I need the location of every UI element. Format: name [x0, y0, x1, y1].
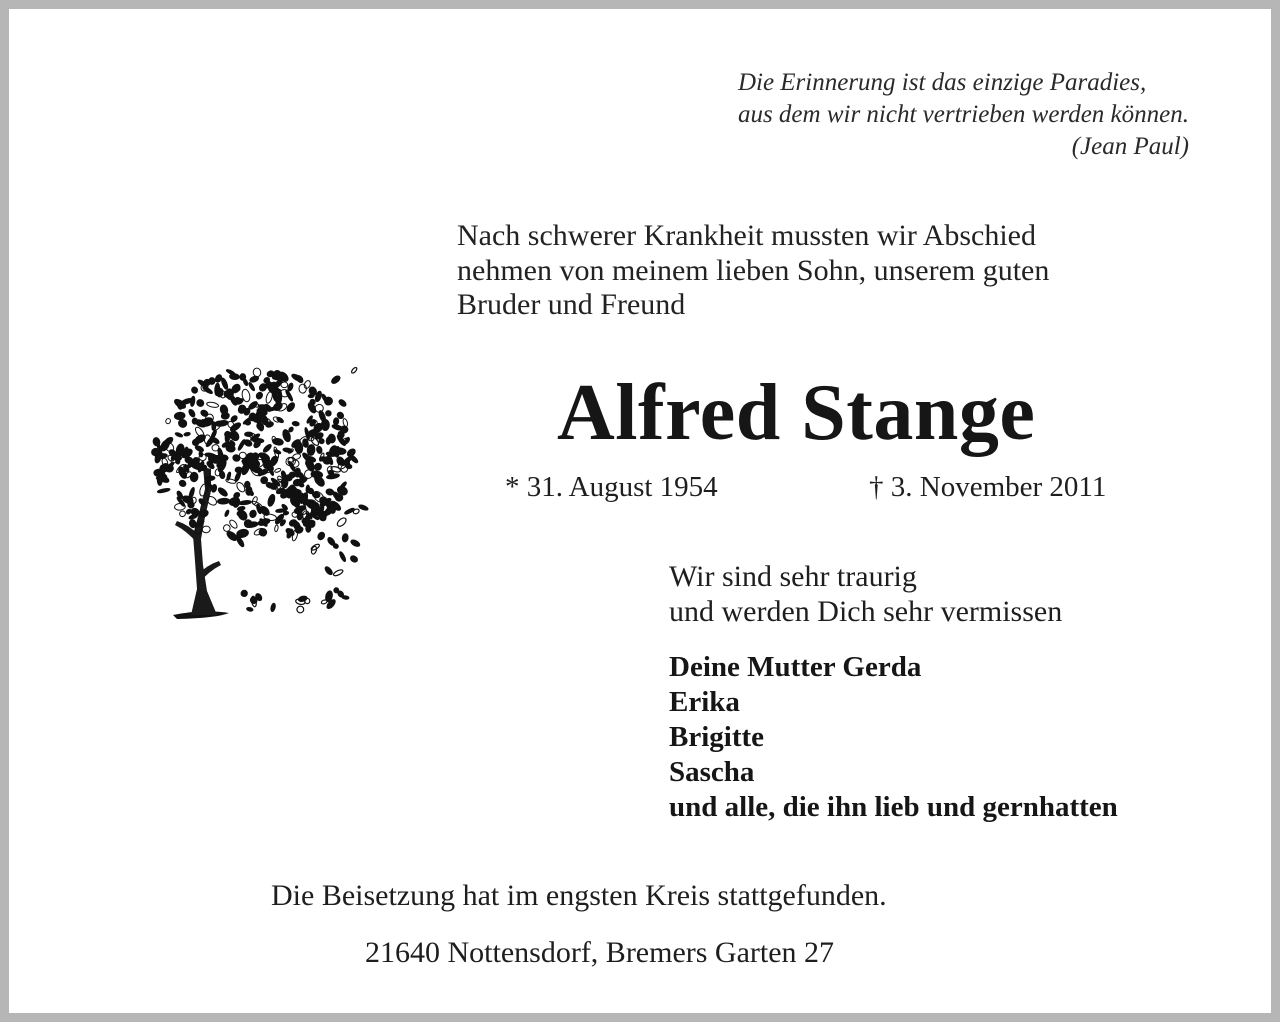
death-date: † 3. November 2011	[869, 471, 1107, 503]
family-member: Sascha	[669, 756, 755, 788]
mourning-line-2: und werden Dich sehr vermissen	[669, 595, 1063, 628]
quote-author: (Jean Paul)	[1071, 133, 1189, 160]
tree-with-falling-leaves-icon	[133, 339, 373, 629]
intro-line-2: nehmen von meinem lieben Sohn, unserem guten	[457, 253, 1050, 287]
address: 21640 Nottensdorf, Bremers Garten 27	[365, 936, 835, 969]
mourning-text	[669, 559, 1062, 629]
family-member: Brigitte	[669, 721, 765, 753]
mourning-line-1: Wir sind sehr traurig	[669, 560, 917, 593]
intro-text	[457, 219, 1049, 323]
family-member: Erika	[669, 686, 740, 718]
family-member: Deine Mutter Gerda	[669, 651, 922, 683]
epigraph-quote	[738, 67, 1189, 163]
quote-line-2: aus dem wir nicht vertrieben werden können.	[737, 101, 1189, 128]
deceased-name: Alfred Stange	[557, 369, 1036, 457]
family-member: und alle, die ihn lieb und gernhatten	[669, 791, 1118, 823]
family-signatures	[669, 650, 1118, 825]
funeral-note: Die Beisetzung hat im engsten Kreis stattgefunden.	[271, 879, 887, 912]
intro-line-3: Bruder und Freund	[457, 288, 686, 321]
falling-leaves	[240, 367, 369, 614]
intro-line-1: Nach schwerer Krankheit mussten wir Abschied	[457, 219, 1036, 252]
quote-line-1: Die Erinnerung ist das einzige Paradies,	[737, 69, 1147, 96]
birth-date: * 31. August 1954	[505, 471, 718, 503]
tree-canopy	[150, 367, 359, 547]
